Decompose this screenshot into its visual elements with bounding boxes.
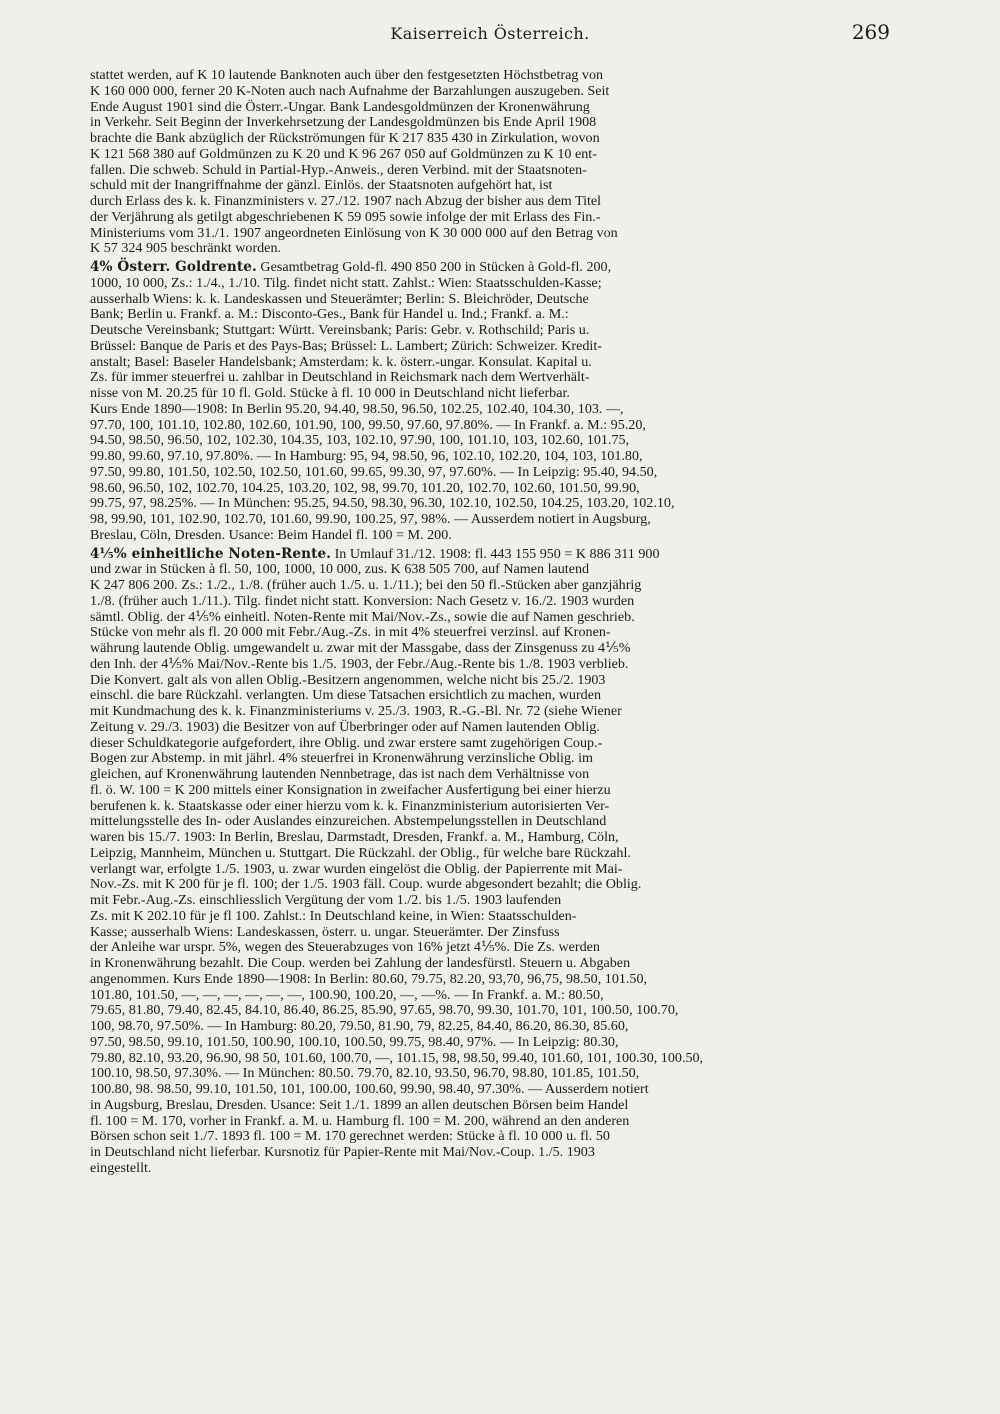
section-heading-noten-rente: 4⅕% einheitliche Noten-Rente. bbox=[90, 545, 332, 562]
page-number: 269 bbox=[851, 20, 890, 44]
body-text bbox=[90, 68, 890, 1177]
running-title: Kaiserreich Österreich. bbox=[390, 24, 590, 43]
section-text-noten-rente: In Umlauf 31./12. 1908: fl. 443 155 950 = K 886 311 900 und zwar in Stücken à fl. 50, 100, 1000, 10 000, zus. K 638 505 700, auf Namen lautend K 247 806 200. Zs.: 1./2., 1./8. (früher auch 1./5. u. 1./11.); bei den 50 fl.-Stücken aber ganzjährig 1./8. (früher auch 1./11.). Tilg. findet nicht statt. Konversion: Nach Gesetz v. 16./2. 1903 wurden sämtl. Oblig. der 4⅕% einheitl. Noten-Rente mit Mai/Nov.-Zs., sowie die auf Namen geschrieb. Stücke von mehr als fl. 20 000 mit Febr./Aug.-Zs. in mit 4% steuerfrei verzinsl. auf Kronen- währung lautende Oblig. umgewandelt u. zwar mit der Massgabe, dass der Zinsgenuss zu 4⅕% den Inh. der 4⅕% Mai/Nov.-Rente bis 1./5. 1903, der Febr./Aug.-Rente bis 1./8. 1903 verblieb. Die Konvert. galt als von allen Oblig.-Besitzern angenommen, welche nicht bis 25./2. 1903 einschl. die bare Rückzahl. verlangten. Um diese Tatsachen ersichtlich zu machen, wurden mit Kundmachung des k. k. Finanzministeriums v. 25./3. 1903, R.-G.-Bl. Nr. 72 (siehe Wiener Zeitung v. 29./3. 1903) die Besitzer von auf Überbringer oder auf Namen lautenden Oblig. dieser Schuldkategorie aufgefordert, ihre Oblig. und zwar erstere samt zugehörigen Coup.- Bogen zur Abstemp. in mit jährl. 4% steuerfrei in Kronenwährung verzinsliche Oblig. im gleichen, auf Kronenwährung lautenden Nennbetrage, das ist nach dem Verhältnisse von fl. ö. W. 100 = K 200 mittels einer Konsignation in zweifacher Ausfertigung bei einer hierzu berufenen k. k. Staatskasse oder einer hierzu vom k. k. Finanzministerium autorisierten Ver- mittelungsstelle des In- oder Auslandes einzureichen. Abstempelungsstellen in Deutschland waren bis 15./7. 1903: In Berlin, Breslau, Darmstadt, Dresden, Frankf. a. M., Hamburg, Cöln, Leipzig, Mannheim, München u. Stuttgart. Die Rückzahl. der Oblig., für welche bare Rückzahl. verlangt war, erfolgte 1./5. 1903, u. zwar wurden eingelöst die Oblig. der Papierrente mit Mai- Nov.-Zs. mit K 200 für je fl. 100; der 1./5. 1903 fäll. Coup. wurde abgesondert bezahlt; die Oblig. mit Febr.-Aug.-Zs. einschliesslich Vergütung der vom 1./2. bis 1./5. 1903 laufenden Zs. mit K 202.10 für je fl 100. Zahlst.: In Deutschland keine, in Wien: Staatsschulden- Kasse; ausserhalb Wiens: Landeskassen, österr. u. ungar. Steuerämter. Der Zinsfuss der Anleihe war urspr. 5%, wegen des Steuerabzuges von 16% jetzt 4⅕%. Die Zs. werden in Kronenwährung bezahlt. Die Coup. werden bei Zahlung der landesfürstl. Steuern u. Abgaben angenommen. Kurs Ende 1890—1908: In Berlin: 80.60, 79.75, 82.20, 93,70, 96,75, 98.50, 101.50, 101.80, 101.50, —, —, —, —, —, —, 100.90, 100.20, —, —%. — In Frankf. a. M.: 80.50, 79.65, 81.80, 79.40, 82.45, 84.10, 86.40, 86.25, 85.90, 97.65, 98.70, 99.30, 101.70, 101, 100.50, 100.70, 100, 98.70, 97.50%. — In Hamburg: 80.20, 79.50, 81.90, 79, 82.25, 84.40, 86.20, 86.30, 85.60, 97.50, 98.50, 99.10, 101.50, 100.90, 100.10, 100.50, 99.75, 98.40, 97%. — In Leipzig: 80.30, 79.80, 82.10, 93.20, 96.90, 98 50, 101.60, 100.70, —, 101.15, 98, 98.50, 99.40, 101.60, 101, 100.30, 100.50, 100.10, 98.50, 97.30%. — In München: 80.50. 79.70, 82.10, 93.50, 96.70, 98.80, 101.85, 101.50, 100.80, 98. 98.50, 99.10, 101.50, 101, 100.00, 100.60, 99.90, 98.40, 97.30%. — Ausserdem notiert in Augsburg, Breslau, Dresden. Usance: Seit 1./1. 1899 an allen deutschen Börsen beim Handel fl. 100 = M. 170, vorher in Frankf. a. M. u. Hamburg fl. 100 = M. 200, während an den anderen Börsen schon seit 1./7. 1893 fl. 100 = M. 170 gerechnet werden: Stücke à fl. 10 000 u. fl. 50 in Deutschland nicht lieferbar. Kursnotiz für Papier-Rente mit Mai/Nov.-Coup. 1./5. 1903 eingestellt. bbox=[90, 545, 704, 1176]
section-paragraph-noten-rente bbox=[90, 547, 890, 1177]
section-heading-goldrente: 4% Österr. Goldrente. bbox=[90, 259, 257, 275]
intro-paragraph bbox=[90, 68, 890, 257]
section-text-goldrente: Gesamtbetrag Gold-fl. 490 850 200 in Stücken à Gold-fl. 200, 1000, 10 000, Zs.: 1./4., 1./10. Tilg. findet nicht statt. Zahlst.: Wien: Staatsschulden-Kasse; ausserhalb Wiens: k. k. Landeskassen und Steuerämter; Berlin: S. Bleichröder, Deutsche Bank; Berlin u. Frankf. a. M.: Disconto-Ges., Bank für Handel u. Ind.; Frankf. a. M.: Deutsche Vereinsbank; Stuttgart: Württ. Vereinsbank; Paris: Gebr. v. Rothschild; Paris u. Brüssel: Banque de Paris et des Pays-Bas; Brüssel: L. Lambert; Zürich: Schweizer. Kredit- anstalt; Basel: Baseler Handelsbank; Amsterdam: k. k. österr.-ungar. Konsulat. Kapital u. Zs. für immer steuerfrei u. zahlbar in Deutschland in Reichsmark nach dem Wertverhält- nisse von M. 20.25 für 10 fl. Gold. Stücke à fl. 10 000 in Deutschland nicht lieferbar. Kurs Ende 1890—1908: In Berlin 95.20, 94.40, 98.50, 96.50, 102.25, 102.40, 104.30, 103. —, 97.70, 100, 101.10, 102.80, 102.60, 101.90, 100, 99.50, 97.60, 97.80%. — In Frankf. a. M.: 95.20, 94.50, 98.50, 96.50, 102, 102.30, 104.35, 103, 102.10, 97.90, 100, 101.10, 103, 102.60, 101.75, 99.80, 99.60, 97.10, 97.80%. — In Hamburg: 95, 94, 98.50, 96, 102.10, 102.20, 104, 103, 101.80, 97.50, 99.80, 101.50, 102.50, 102.50, 101.60, 99.65, 99.30, 97, 97.60%. — In Leipzig: 95.40, 94.50, 98.60, 96.50, 102, 102.70, 104.25, 103.20, 102, 98, 99.70, 101.20, 102.70, 102.60, 101.50, 99.90, 99.75, 97, 98.25%. — In München: 95.25, 94.50, 98.30, 96.30, 102.10, 102.50, 104.25, 103.20, 102.10, 98, 99.90, 101, 102.90, 102.70, 101.60, 99.90, 100.25, 97, 98%. — Ausserdem notiert in Augsburg, Breslau, Cöln, Dresden. Usance: Beim Handel fl. 100 = M. 200. bbox=[90, 259, 675, 543]
intro-text: stattet werden, auf K 10 lautende Banknoten auch über den festgesetzten Höchstbetrag von K 160 000 000, ferner 20 K-Noten auch nach Aufnahme der Barzahlungen auszugeben. Seit Ende August 1901 sind die Österr.-Ungar. Bank Landesgoldmünzen der Kronenwährung in Verkehr. Seit Beginn der Inverkehrsetzung der Landesgoldmünzen bis Ende April 1908 brachte die Bank abzüglich der Rückströmungen für K 217 835 430 in Zirkulation, wovon K 121 568 380 auf Goldmünzen zu K 20 und K 96 267 050 auf Goldmünzen zu K 10 ent- fallen. Die schweb. Schuld in Partial-Hyp.-Anweis., deren Verbind. mit der Staatsnoten- schuld mit der Inangriffnahme der gänzl. Einlös. der Staatsnoten aufgehört hat, ist durch Erlass des k. k. Finanzministers v. 27./12. 1907 nach Abzug der bisher aus dem Titel der Verjährung als getilgt abgeschriebenen K 59 095 sowie infolge der mit Erlass des Fin.- Ministeriums vom 31./1. 1907 angeordneten Einlösung von K 30 000 000 auf den Betrag von K 57 324 905 beschränkt worden. bbox=[90, 67, 618, 257]
page-header bbox=[90, 20, 890, 50]
section-paragraph-goldrente bbox=[90, 260, 890, 544]
